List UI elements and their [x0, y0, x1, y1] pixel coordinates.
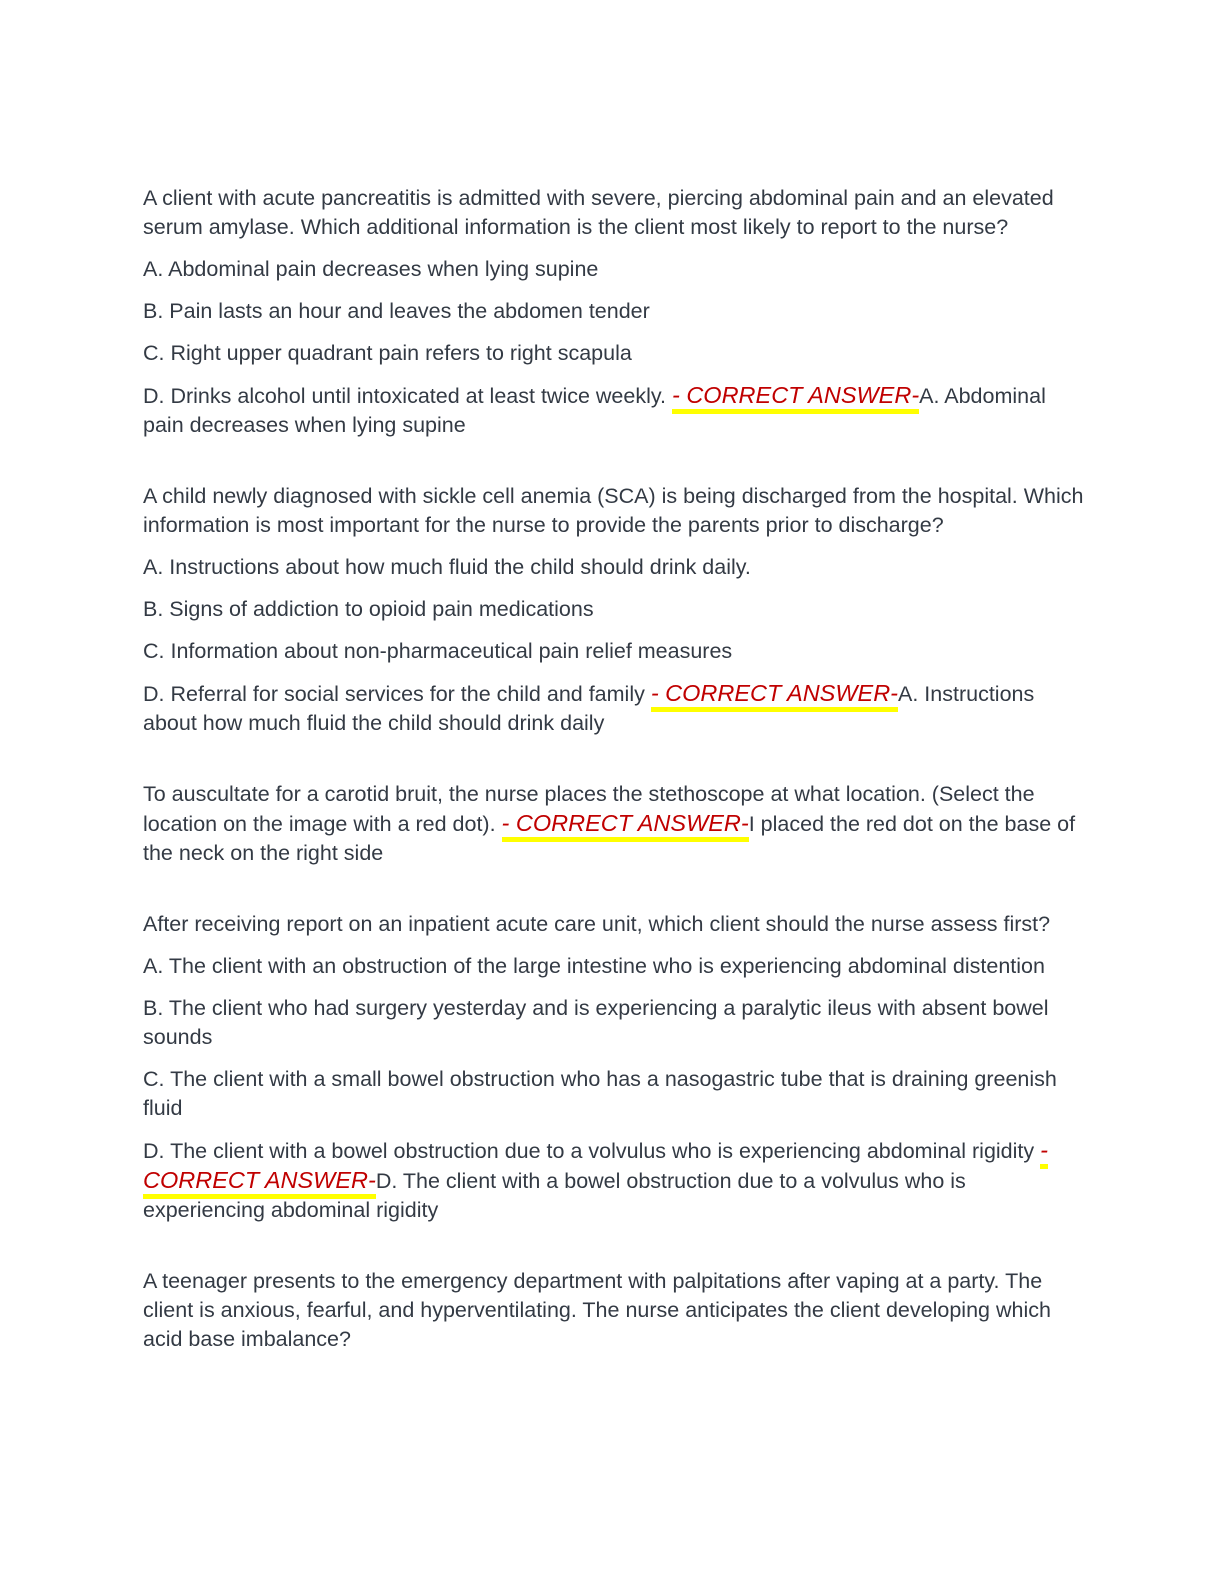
answer-option: C. Right upper quadrant pain refers to right scapula — [143, 341, 632, 365]
answer-option: B. Signs of addiction to opioid pain medications — [143, 597, 594, 621]
answer-option-prefix: D. Referral for social services for the child and family — [143, 682, 651, 706]
question-block — [143, 910, 1084, 1225]
answer-option-with-answer — [143, 1136, 1084, 1225]
answer-option-prefix: D. The client with a bowel obstruction due to a volvulus who is experiencing abdominal rigidity — [143, 1139, 1041, 1163]
answer-option-prefix: D. Drinks alcohol until intoxicated at least twice weekly. — [143, 384, 672, 408]
question-block — [143, 1267, 1084, 1354]
correct-answer-text: A. Abdominal pain decreases when lying supine — [143, 384, 1046, 437]
document-content — [143, 184, 1084, 1367]
answer-option: A. The client with an obstruction of the large intestine who is experiencing abdominal distention — [143, 954, 1045, 978]
question-block — [143, 780, 1084, 868]
correct-answer-marker: - CORRECT ANSWER- — [651, 680, 898, 712]
correct-answer-text: A. Instructions about how much fluid the child should drink daily — [143, 682, 1035, 735]
question-text: To auscultate for a carotid bruit, the nurse places the stethoscope at what location. (Select the location on the image with a red dot). — [143, 782, 1035, 836]
question-text: After receiving report on an inpatient acute care unit, which client should the nurse assess first? — [143, 912, 1051, 936]
correct-answer-text: I placed the red dot on the base of the neck on the right side — [143, 812, 1076, 865]
question-text: A child newly diagnosed with sickle cell anemia (SCA) is being discharged from the hospital. Which information is most important for the nurse to provide the parents prior to discharge? — [143, 484, 1084, 537]
correct-answer-text: D. The client with a bowel obstruction due to a volvulus who is experiencing abdominal rigidity — [143, 1169, 966, 1222]
correct-answer-marker: - CORRECT ANSWER- — [502, 810, 749, 842]
answer-option: C. The client with a small bowel obstruction who has a nasogastric tube that is draining greenish fluid — [143, 1067, 1057, 1120]
question-text: A teenager presents to the emergency department with palpitations after vaping at a party. The client is anxious, fearful, and hyperventilating. The nurse anticipates the client developing which acid base imbalance? — [143, 1269, 1051, 1351]
question-with-answer — [143, 780, 1084, 868]
answer-option: A. Instructions about how much fluid the child should drink daily. — [143, 555, 751, 579]
answer-option: C. Information about non-pharmaceutical pain relief measures — [143, 639, 733, 663]
answer-option: B. Pain lasts an hour and leaves the abdomen tender — [143, 299, 650, 323]
question-block — [143, 184, 1084, 440]
answer-option: A. Abdominal pain decreases when lying supine — [143, 257, 599, 281]
correct-answer-marker: - CORRECT ANSWER- — [672, 382, 919, 414]
answer-option-with-answer — [143, 381, 1084, 440]
answer-option: B. The client who had surgery yesterday and is experiencing a paralytic ileus with absent bowel sounds — [143, 996, 1049, 1049]
correct-answer-marker: - CORRECT ANSWER- — [143, 1137, 1048, 1199]
question-block — [143, 482, 1084, 738]
answer-option-with-answer — [143, 679, 1084, 738]
question-text: A client with acute pancreatitis is admitted with severe, piercing abdominal pain and an elevated serum amylase. Which additional information is the client most likely to report to the nurse? — [143, 186, 1054, 239]
